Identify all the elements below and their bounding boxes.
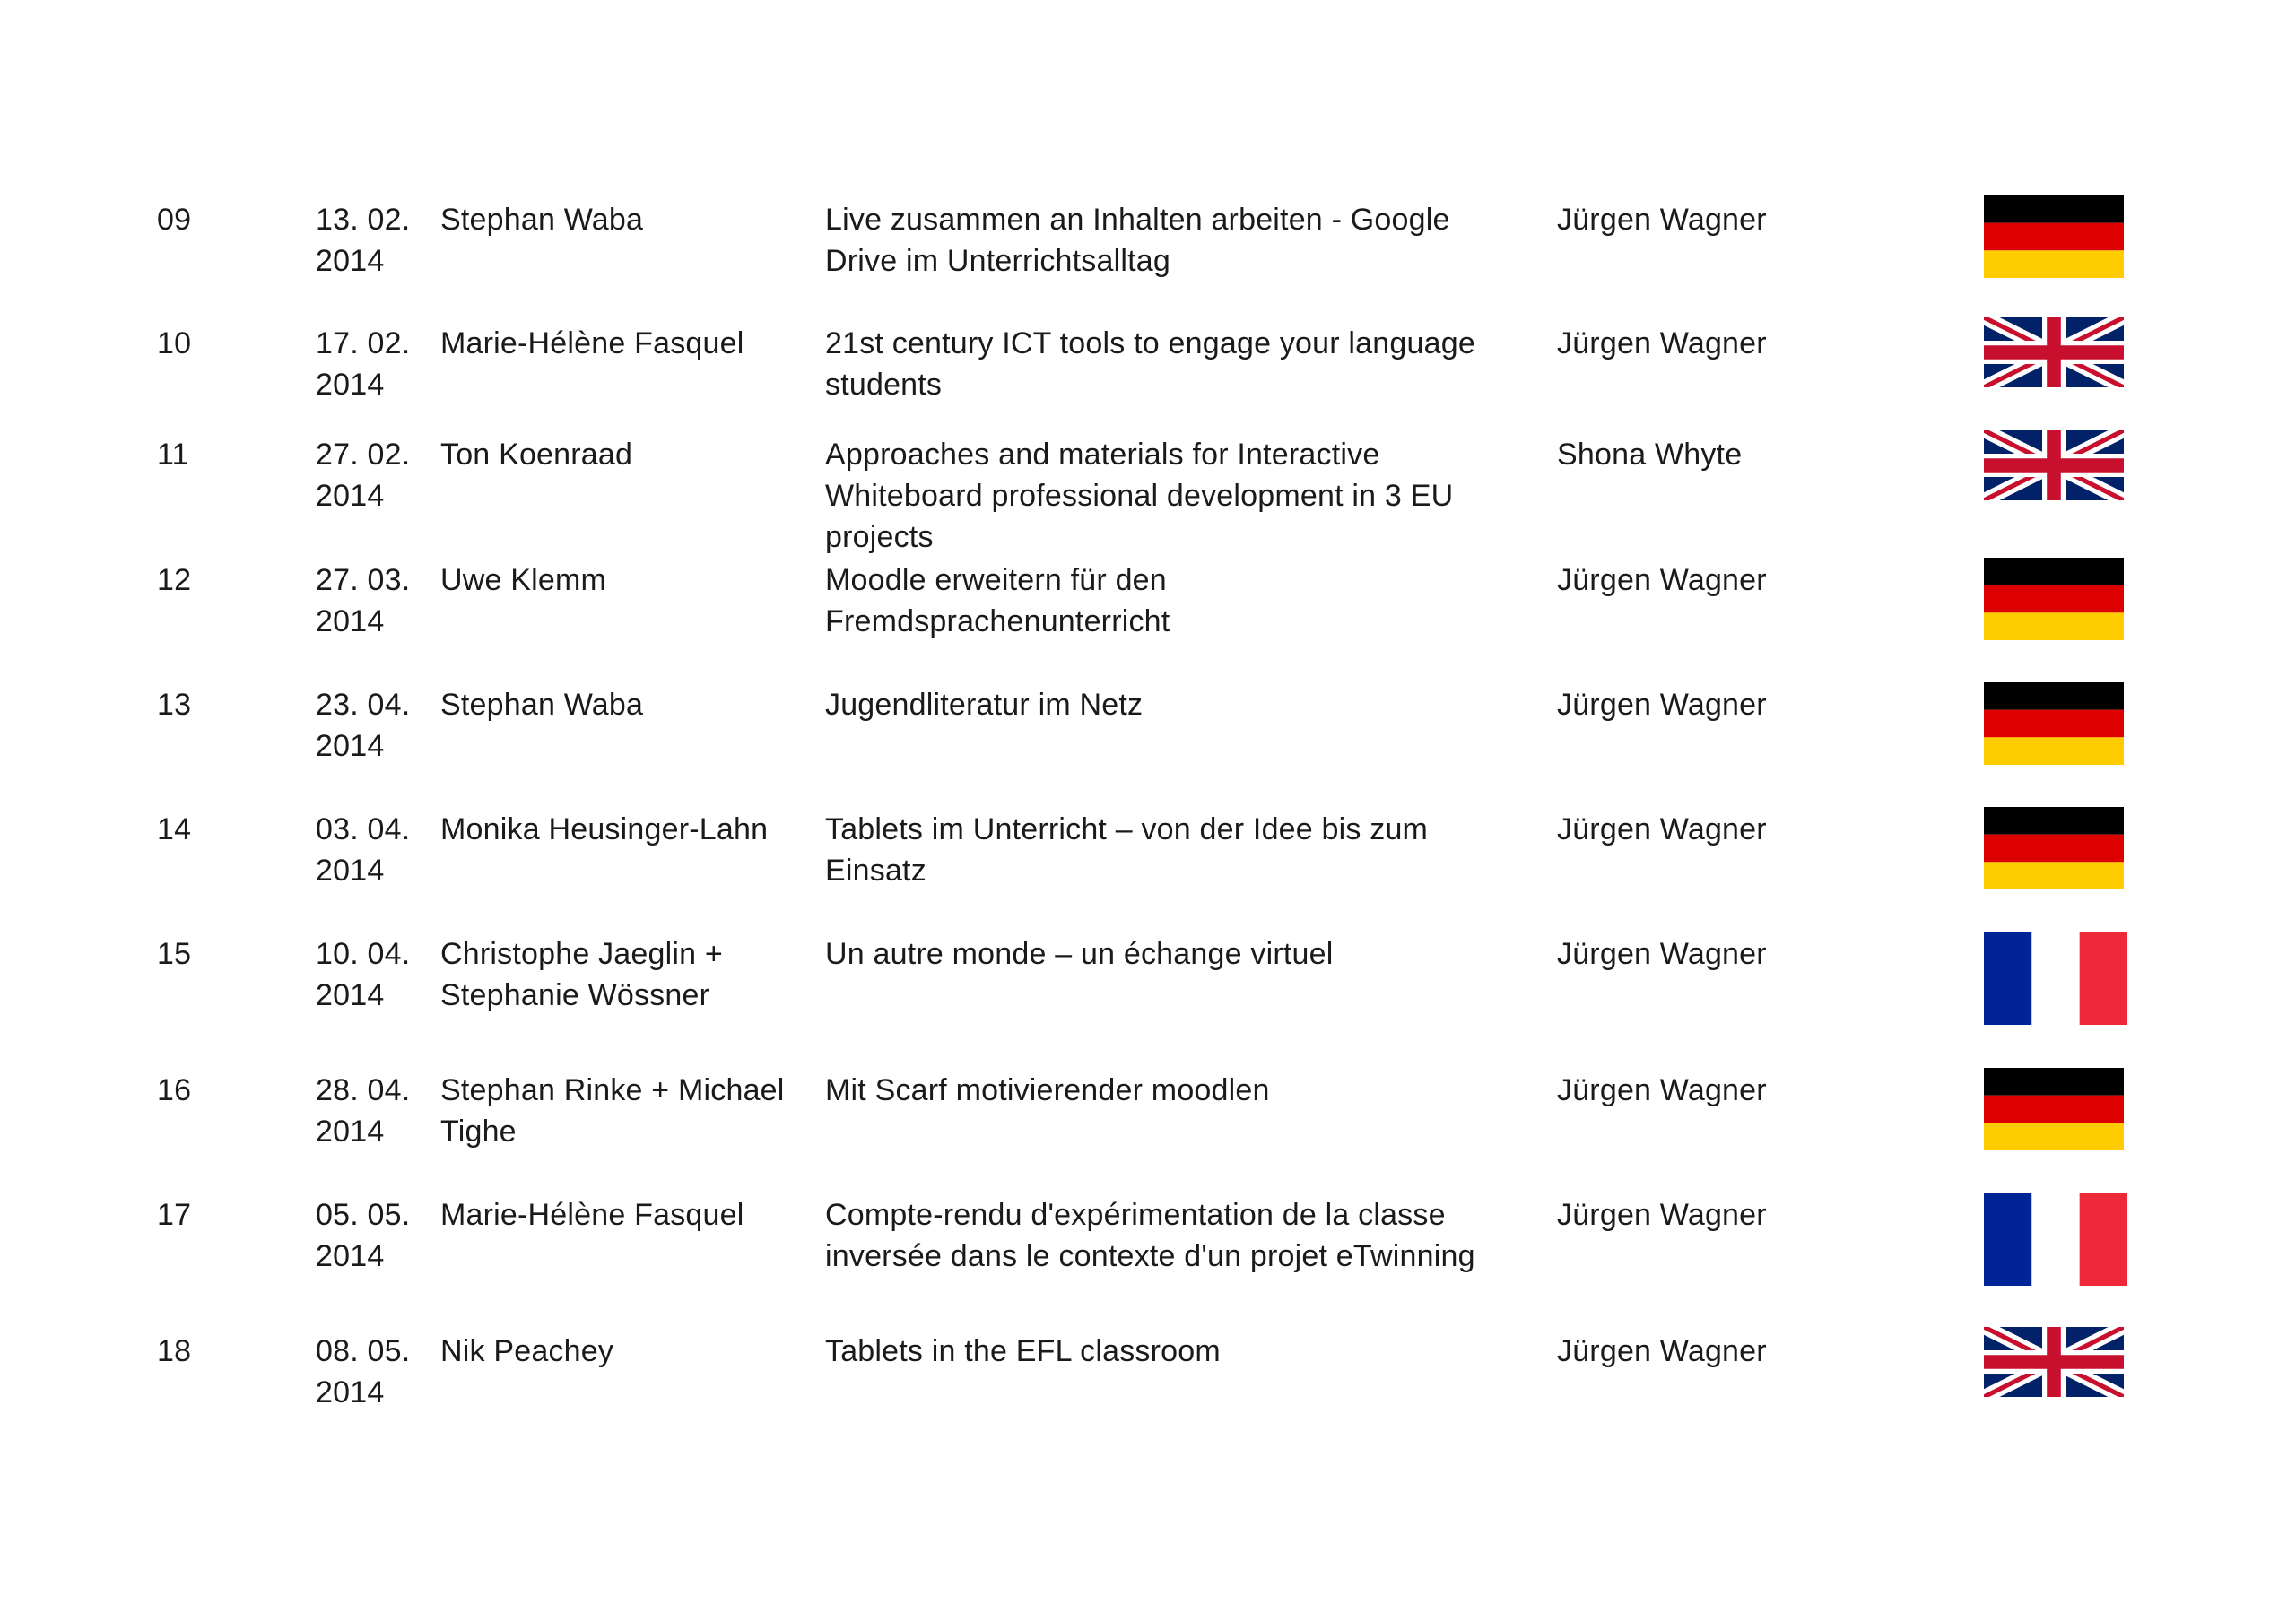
moderator-name: Jürgen Wagner: [1557, 1073, 1767, 1107]
session-date: 10. 04. 2014: [316, 937, 411, 1012]
session-date: 08. 05. 2014: [316, 1334, 411, 1409]
german-flag-icon: [1984, 682, 2124, 765]
session-number: 16: [157, 1073, 192, 1107]
session-date: 27. 02. 2014: [316, 438, 411, 513]
session-topic: Tablets in the EFL classroom: [825, 1334, 1221, 1368]
moderator-name: Shona Whyte: [1557, 438, 1743, 472]
speaker-name: Christophe Jaeglin + Stephanie Wössner: [440, 937, 723, 1012]
moderator-name: Jürgen Wagner: [1557, 812, 1767, 846]
moderator-name: Jürgen Wagner: [1557, 1198, 1767, 1232]
german-flag-icon: [1984, 1068, 2124, 1150]
session-date: 23. 04. 2014: [316, 688, 411, 763]
speaker-name: Ton Koenraad: [440, 438, 633, 472]
session-topic: Un autre monde – un échange virtuel: [825, 937, 1334, 971]
session-date: 27. 03. 2014: [316, 563, 411, 638]
session-number: 15: [157, 937, 192, 971]
german-flag-icon: [1984, 807, 2124, 889]
french-flag-icon: [1984, 932, 2127, 1025]
speaker-name: Marie-Hélène Fasquel: [440, 326, 744, 360]
session-number: 09: [157, 203, 192, 237]
moderator-name: Jürgen Wagner: [1557, 688, 1767, 722]
session-date: 13. 02. 2014: [316, 203, 411, 278]
session-topic: Live zusammen an Inhalten arbeiten - Google Drive im Unterrichtsalltag: [825, 203, 1450, 278]
session-number: 14: [157, 812, 192, 846]
french-flag-icon: [1984, 1193, 2127, 1286]
session-number: 18: [157, 1334, 192, 1368]
speaker-name: Monika Heusinger-Lahn: [440, 812, 769, 846]
german-flag-icon: [1984, 195, 2124, 278]
uk-flag-icon: [1984, 430, 2124, 500]
speaker-name: Stephan Waba: [440, 203, 644, 237]
session-date: 05. 05. 2014: [316, 1198, 411, 1273]
moderator-name: Jürgen Wagner: [1557, 563, 1767, 597]
session-number: 17: [157, 1198, 192, 1232]
session-number: 10: [157, 326, 192, 360]
session-number: 13: [157, 688, 192, 722]
german-flag-icon: [1984, 558, 2124, 640]
session-topic: Tablets im Unterricht – von der Idee bis zum Einsatz: [825, 812, 1429, 888]
speaker-name: Uwe Klemm: [440, 563, 607, 597]
uk-flag-icon: [1984, 317, 2124, 387]
session-date: 03. 04. 2014: [316, 812, 411, 888]
moderator-name: Jürgen Wagner: [1557, 203, 1767, 237]
session-topic: Mit Scarf motivierender moodlen: [825, 1073, 1270, 1107]
session-topic: Moodle erweitern für den Fremdsprachenunterricht: [825, 563, 1170, 638]
session-topic: 21st century ICT tools to engage your language students: [825, 326, 1475, 402]
uk-flag-icon: [1984, 1327, 2124, 1397]
session-topic: Approaches and materials for Interactive Whiteboard professional development in 3 EU projects: [825, 438, 1454, 554]
session-topic: Jugendliteratur im Netz: [825, 688, 1144, 722]
speaker-name: Stephan Waba: [440, 688, 644, 722]
speaker-name: Nik Peachey: [440, 1334, 614, 1368]
session-date: 17. 02. 2014: [316, 326, 411, 402]
session-number: 12: [157, 563, 192, 597]
speaker-name: Stephan Rinke + Michael Tighe: [440, 1073, 785, 1149]
moderator-name: Jürgen Wagner: [1557, 937, 1767, 971]
session-topic: Compte-rendu d'expérimentation de la classe inversée dans le contexte d'un projet eTwinning: [825, 1198, 1475, 1273]
speaker-name: Marie-Hélène Fasquel: [440, 1198, 744, 1232]
session-number: 11: [157, 438, 189, 472]
moderator-name: Jürgen Wagner: [1557, 326, 1767, 360]
session-date: 28. 04. 2014: [316, 1073, 411, 1149]
moderator-name: Jürgen Wagner: [1557, 1334, 1767, 1368]
